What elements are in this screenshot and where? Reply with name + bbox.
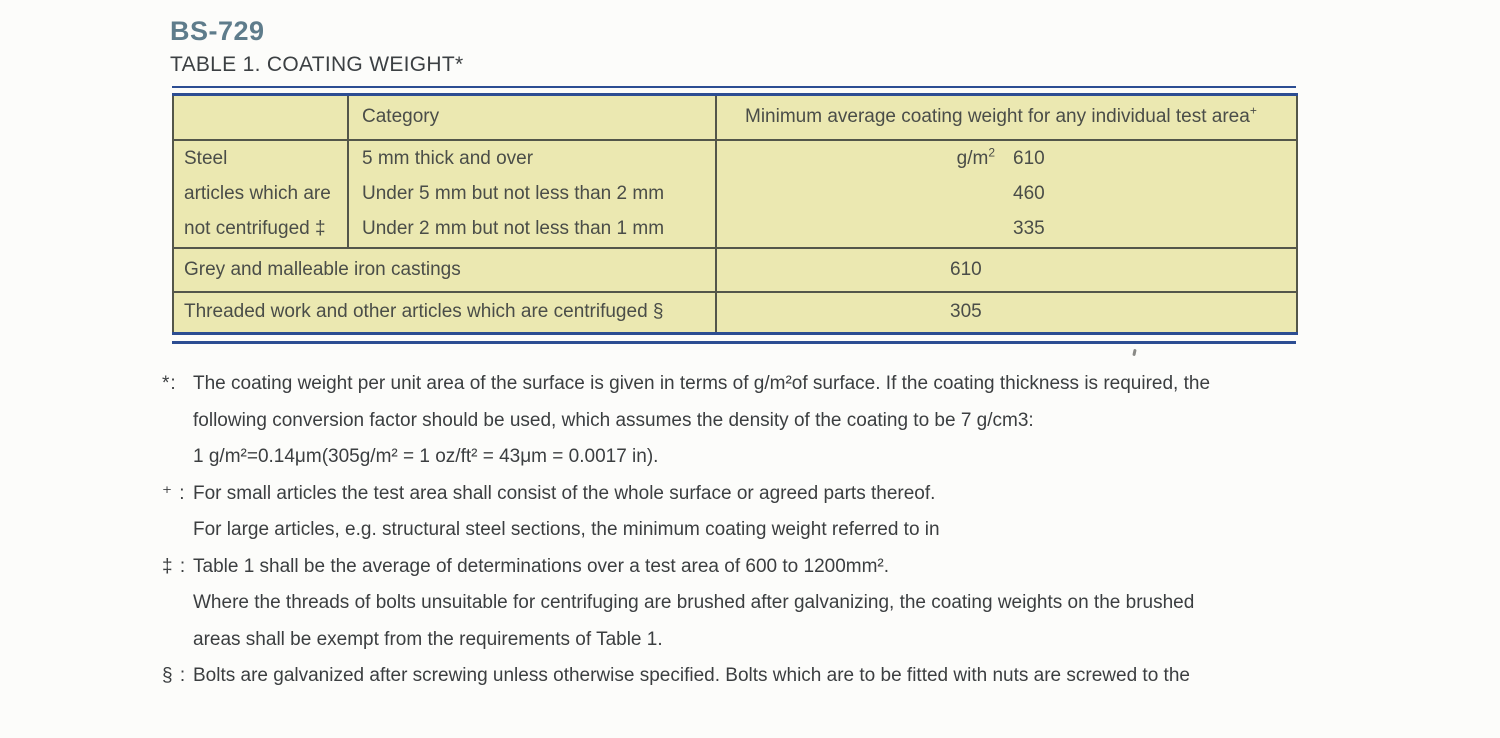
footnote-line: areas shall be exempt from the requirements of Table 1. bbox=[193, 628, 663, 650]
table-header-row bbox=[173, 95, 1297, 140]
top-divider-line bbox=[172, 86, 1296, 88]
threaded-work-row bbox=[173, 292, 1297, 334]
value-335: 335 bbox=[1013, 218, 1045, 239]
footnote-line: 1 g/m²=0.14μm(305g/m² = 1 oz/ft² = 43μm = 0.0017 in). bbox=[193, 446, 659, 467]
doc-code: BS-729 bbox=[170, 16, 265, 46]
steel-group-values-cell bbox=[716, 140, 1297, 248]
footnote-double-dagger bbox=[162, 549, 1342, 659]
category-line: 5 mm thick and over bbox=[362, 148, 534, 169]
header-min-weight-superscript: + bbox=[1249, 103, 1257, 118]
scan-speck bbox=[1132, 349, 1136, 356]
footnote-asterisk bbox=[162, 366, 1342, 476]
steel-label-line: Steel bbox=[184, 148, 228, 169]
threaded-work-value: 305 bbox=[716, 292, 1297, 334]
iron-castings-value: 610 bbox=[716, 248, 1297, 292]
value-460: 460 bbox=[1013, 183, 1045, 204]
footnote-marker: *: bbox=[162, 373, 177, 394]
threaded-work-label: Threaded work and other articles which are centrifuged § bbox=[173, 292, 716, 334]
footnote-marker: ⁺ : bbox=[162, 482, 186, 504]
unit-text: g/m bbox=[956, 148, 989, 169]
footnote-line: For small articles the test area shall consist of the whole surface or agreed parts thereof. bbox=[193, 482, 936, 504]
header-cell-category: Category bbox=[348, 95, 716, 140]
footnotes-section bbox=[162, 366, 1342, 695]
footnote-marker: ‡ : bbox=[162, 555, 187, 577]
steel-label-line: not centrifuged ‡ bbox=[184, 218, 326, 239]
bottom-divider-line bbox=[172, 341, 1296, 344]
steel-group-label-cell bbox=[173, 140, 348, 248]
coating-weight-table bbox=[172, 93, 1298, 335]
footnote-line: For large articles, e.g. structural steel sections, the minimum coating weight referred to in bbox=[193, 519, 940, 540]
footnote-line: The coating weight per unit area of the surface is given in terms of g/m²of surface. If the coating thickness is required, the bbox=[193, 373, 1211, 394]
category-line: Under 5 mm but not less than 2 mm bbox=[362, 183, 665, 204]
unit-label bbox=[935, 141, 995, 176]
header-min-weight-text: Minimum average coating weight for any individual test area bbox=[745, 106, 1250, 128]
footnote-plus bbox=[162, 476, 1342, 549]
unit-superscript: 2 bbox=[988, 145, 995, 160]
footnote-marker: § : bbox=[162, 665, 187, 686]
value-610: 610 bbox=[1013, 148, 1045, 169]
steel-articles-row bbox=[173, 140, 1297, 248]
table-title: TABLE 1. COATING WEIGHT* bbox=[170, 53, 464, 76]
header-cell-empty bbox=[173, 95, 348, 140]
footnote-line: Where the threads of bolts unsuitable for centrifuging are brushed after galvanizing, the coating weights on the brushed bbox=[193, 592, 1195, 613]
steel-group-categories-cell bbox=[348, 140, 716, 248]
steel-label-line: articles which are bbox=[184, 183, 331, 204]
footnote-line: following conversion factor should be used, which assumes the density of the coating to be 7 g/cm3: bbox=[193, 409, 1034, 431]
iron-castings-label: Grey and malleable iron castings bbox=[173, 248, 716, 292]
iron-castings-row bbox=[173, 248, 1297, 292]
footnote-line: Bolts are galvanized after screwing unless otherwise specified. Bolts which are to be fitted with nuts are screwed to the bbox=[193, 665, 1190, 686]
document-content bbox=[170, 16, 1296, 344]
footnote-section-sign bbox=[162, 658, 1342, 695]
footnote-line: Table 1 shall be the average of determinations over a test area of 600 to 1200mm². bbox=[193, 555, 890, 577]
header-cell-min-weight bbox=[716, 95, 1297, 140]
category-line: Under 2 mm but not less than 1 mm bbox=[362, 218, 665, 239]
